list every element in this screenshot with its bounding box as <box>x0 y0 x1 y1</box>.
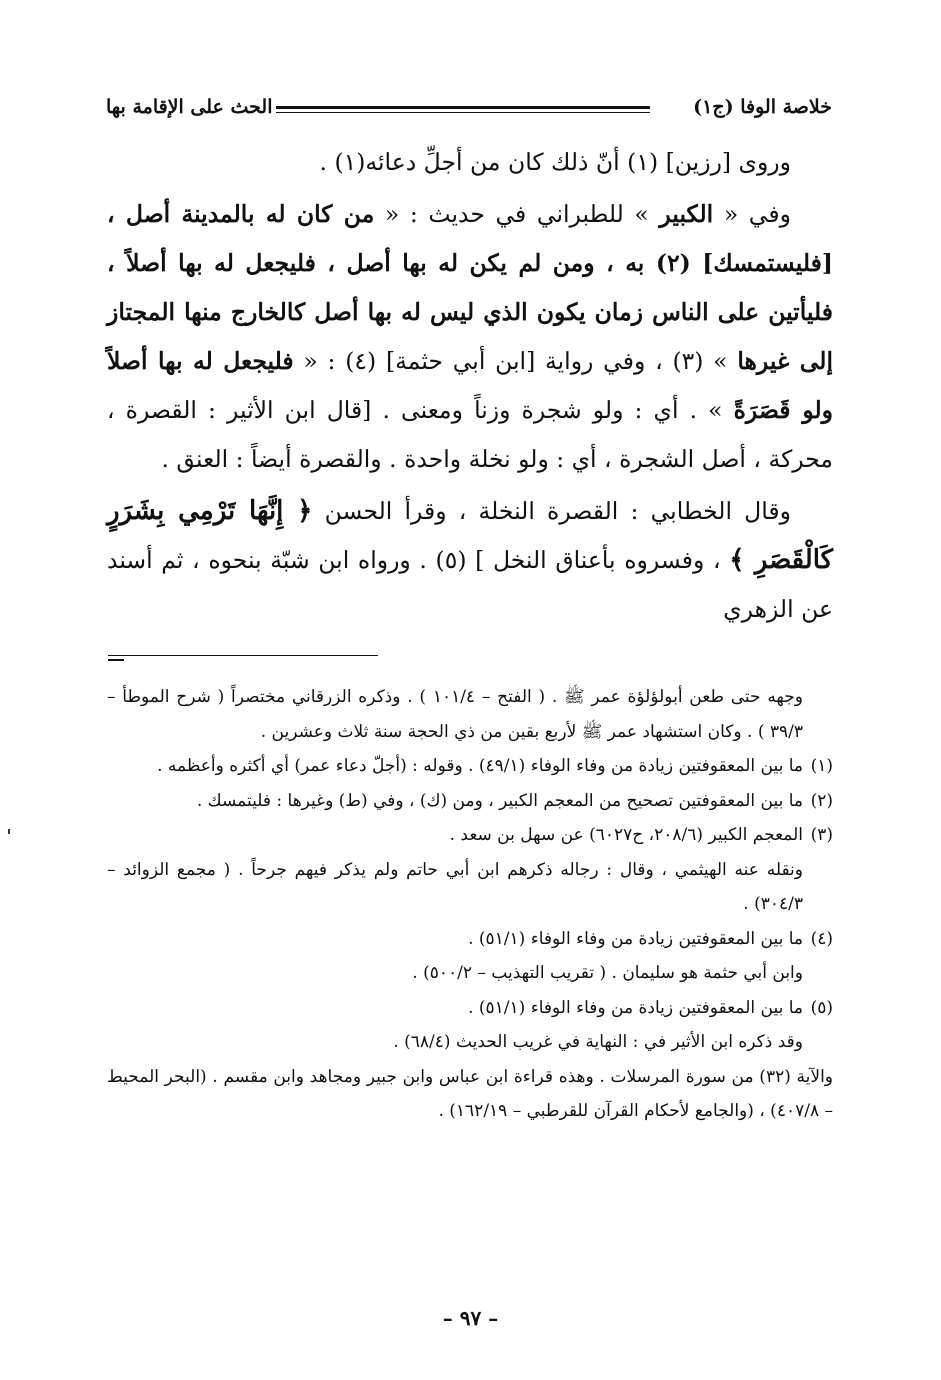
footnote-3-detail: ونقله عنه الهيثمي ، وقال : رجاله ذكرهم ابن أبي حاتم ولم يذكر فيهم جرحاً . ( مجمع الزوائد – ٣٠٤/٣) . <box>107 859 803 914</box>
footnote-separator-dash <box>108 659 124 661</box>
paragraph-2: وفي « الكبير » للطبراني في حديث : « من كان له بالمدينة أصل ، [فليستمسك] (٢) به ، ومن لم يكن له بها أصل ، فليجعل له بها أصلاً ، فليأتين على الناس زمان يكون الذي ليس له بها أصل كالخارج منها المجتاز إلى غيرها » (٣) ، وفي رواية [ابن أبي حثمة] (٤) : « فليجعل له بها أصلاً ولو قَصَرَةً » . أي : ولو شجرة وزناً ومعنى . [قال ابن الأثير : القصرة ، محركة ، أصل الشجرة ، أي : ولو نخلة واحدة . والقصرة أيضاً : العنق . <box>107 200 833 473</box>
footnote-5-verse: والآية (٣٢) من سورة المرسلات . وهذه قراءة ابن عباس وابن جبير ومجاهد وابن مقسم . (البحر المحيط – ٤٠٧/٨) ، (والجامع لأحكام القرآن للقرطبي – ١٦٢/١٩) . <box>107 1066 834 1121</box>
page-number: – ٩٧ – <box>442 1306 499 1330</box>
footnote-continuation: وجهه حتى طعن أبولؤلؤة عمر ﷺ . ( الفتح – ١٠١/٤ ) . وذكره الزرقاني مختصراً ( شرح الموطأ – ٣٩/٣ ) . وكان استشهاد عمر ﷺ لأربع بقين من ذي الحجة سنة ثلاث وعشرين . <box>107 687 803 742</box>
footnote-5-detail: وقد ذكره ابن الأثير في : النهاية في غريب الحديث (٦٨/٤) . <box>393 1032 803 1052</box>
running-header <box>106 96 832 126</box>
paragraph-1: وروى [رزين] (١) أنّ ذلك كان من أجلِّ دعائه(١) . <box>319 148 791 176</box>
book-title: خلاصة الوفا (ج١) <box>693 96 832 118</box>
bold-kabir: الكبير <box>659 200 714 228</box>
footnote-5: (٥)ما بين المعقوفتين زيادة من وفاء الوفاء (٥١/١) . <box>468 997 833 1018</box>
footnote-separator <box>108 655 378 656</box>
footnote-4-detail: وابن أبي حثمة هو سليمان . ( تقريب التهذيب – ٥٠٠/٢) . <box>412 963 803 983</box>
paragraph-3: وقال الخطابي : القصرة النخلة ، وقرأ الحسن ﴿ إِنَّهَا تَرْمِي بِشَرَرٍ كَالْقَصَرِ ﴾ ، وفسروه بأعناق النخل ] (٥) . ورواه ابن شبّة بنحوه ، ثم أسند عن الزهري <box>107 496 833 623</box>
footnote-4: (٤)ما بين المعقوفتين زيادة من وفاء الوفاء (٥١/١) . <box>468 928 833 949</box>
chapter-title: الحث على الإقامة بها <box>106 96 273 118</box>
margin-mark <box>8 829 10 834</box>
footnote-1: (١)ما بين المعقوفتين زيادة من وفاء الوفاء (٤٩/١) . وقوله : (أجلّ دعاء عمر) أي أكثره وأعظمه . <box>157 756 833 776</box>
hadith-text: من كان له بالمدينة أصل ، [فليستمسك] (٢) به ، ومن لم يكن له بها أصل ، فليجعل له بها أصلاً ، فليأتين على الناس زمان يكون الذي ليس له بها أصل كالخارج منها المجتاز إلى غيرها <box>107 200 833 375</box>
main-text <box>107 138 833 634</box>
footnotes <box>107 680 833 1129</box>
quran-verse: ﴿ إِنَّهَا تَرْمِي بِشَرَرٍ كَالْقَصَرِ ﴾ <box>107 496 833 575</box>
footnote-3: (٣)المعجم الكبير (٢٠٨/٦، ح٦٠٢٧) عن سهل بن سعد . <box>449 825 833 845</box>
header-rule <box>276 106 650 109</box>
header-rule-thin <box>276 112 650 113</box>
hadith-variant: فليجعل له بها أصلاً ولو قَصَرَةً <box>107 347 833 424</box>
footnote-2: (٢)ما بين المعقوفتين تصحيح من المعجم الكبير ، ومن (ك) ، وفي (ط) وغيرها : فليتمسك . <box>196 790 833 811</box>
